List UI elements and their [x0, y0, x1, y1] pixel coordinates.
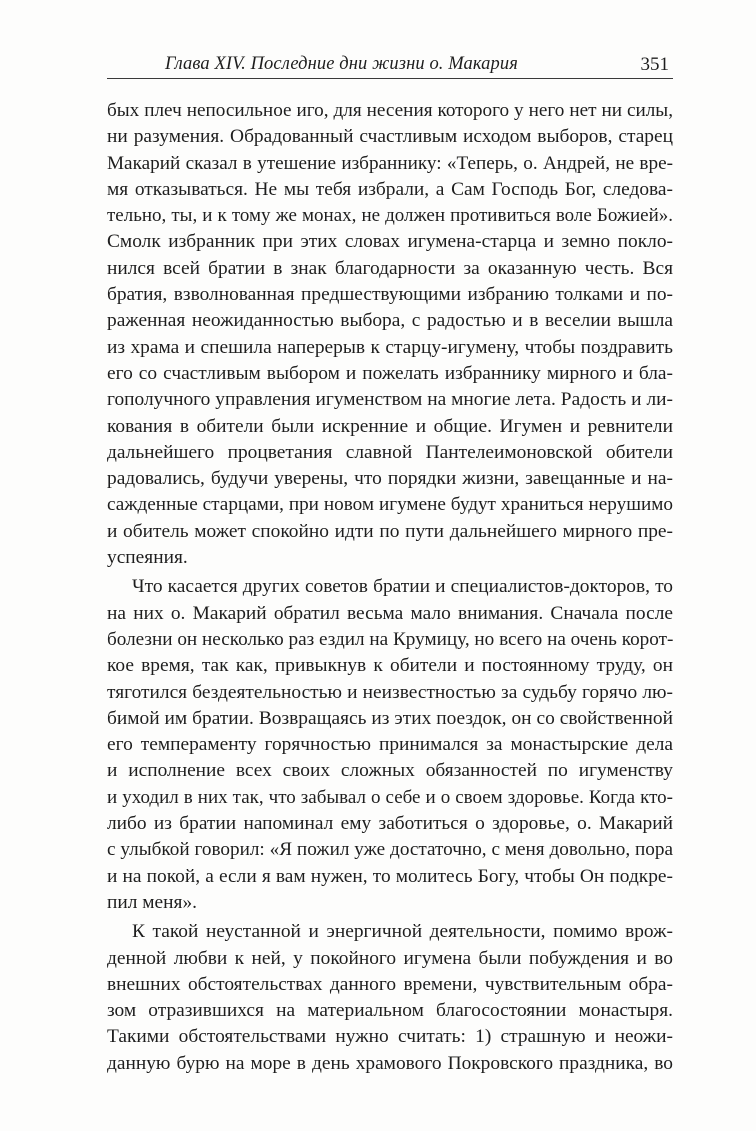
paragraph: [107, 574, 673, 916]
text-line: и уходил в них так, что забывал о себе и о своем здоровье. Когда кто-: [107, 786, 673, 808]
text-line: на них о. Макарий обратил весьма мало внимания. Сначала после: [107, 602, 673, 624]
running-header: [107, 52, 673, 79]
text-line: дальнейшего процветания славной Пантелеимоновской обители: [107, 441, 673, 463]
text-line: Что касается других советов братии и специалистов-докторов, то: [132, 576, 673, 598]
text-line: кое время, так как, привыкнув к обители и постоянному труду, он: [107, 655, 673, 677]
text-line: мя отказываться. Не мы тебя избрали, а Сам Господь Бог, следова-: [107, 178, 673, 200]
text-line: ни разумения. Обрадованный счастливым исходом выборов, старец: [107, 126, 673, 148]
text-line: нился всей братии в знак благодарности за оказанную честь. Вся: [107, 257, 673, 279]
text-line: тяготился бездеятельностью и неизвестностью за судьбу горячо лю-: [107, 681, 673, 703]
text-line: его со счастливым выбором и пожелать избраннику мирного и бла-: [107, 362, 673, 384]
text-line: кования в обители были искренние и общие. Игумен и ревнители: [107, 415, 673, 437]
text-line: его темпераменту горячностью принимался за монастырские дела: [107, 734, 673, 756]
text-line: Макарий сказал в утешение избраннику: «Теперь, о. Андрей, не вре-: [107, 152, 673, 174]
text-line: и обитель может спокойно идти по пути дальнейшего мирного пре-: [107, 520, 673, 542]
text-line: Смолк избранник при этих словах игумена-старца и земно покло-: [107, 231, 673, 253]
text-line: с улыбкой говорил: «Я пожил уже достаточно, с меня довольно, пора: [107, 839, 673, 861]
text-line: пил меня».: [107, 891, 197, 913]
text-line: радовались, будучи уверены, что порядки жизни, завещанные и на-: [107, 468, 673, 490]
text-line: сажденные старцами, при новом игумене будут храниться нерушимо: [107, 494, 673, 516]
text-line: тельно, ты, и к тому же монах, не должен противиться воле Божией».: [107, 205, 673, 227]
text-line: денной любви к ней, у покойного игумена были побуждения и во: [107, 947, 673, 969]
text-line: болезни он несколько раз ездил на Крумицу, но всего на очень корот-: [107, 628, 674, 650]
paragraph: [107, 98, 673, 571]
text-body: [107, 98, 673, 1077]
text-line: зом отразившихся на материальном благосостоянии монастыря.: [107, 1000, 673, 1022]
text-line: братия, взволнованная предшествующими избранию толками и по-: [107, 284, 673, 306]
text-line: раженная неожиданностью выбора, с радостью и в веселии вышла: [107, 310, 673, 332]
text-line: и исполнение всех своих сложных обязанностей по игуменству: [107, 760, 673, 782]
text-line: и на покой, а если я вам нужен, то молитесь Богу, чтобы Он подкре-: [107, 865, 673, 887]
text-line: из храма и спешила наперерыв к старцу-игумену, чтобы поздравить: [107, 336, 673, 358]
text-line: гополучного управления игуменством на многие лета. Радость и ли-: [107, 389, 673, 411]
text-line: К такой неустанной и энергичной деятельности, помимо врож-: [132, 921, 673, 943]
text-line: либо из братии напоминал ему заботиться о здоровье, о. Макарий: [107, 813, 673, 835]
text-line: бимой им братии. Возвращаясь из этих поездок, он со свойственной: [107, 707, 673, 729]
text-line: внешних обстоятельствах данного времени, чувствительным обра-: [107, 973, 673, 995]
page-number: 351: [640, 54, 669, 75]
text-line: Такими обстоятельствами нужно считать: 1) страшную и неожи-: [107, 1026, 673, 1048]
text-line: бых плеч непосильное иго, для несения которого у него нет ни силы,: [107, 100, 673, 121]
text-line: данную бурю на море в день храмового Покровского праздника, во: [107, 1052, 673, 1074]
paragraph: [107, 919, 673, 1077]
text-line: успеяния.: [107, 547, 188, 569]
running-title: Глава XIV. Последние дни жизни о. Макария: [165, 54, 518, 74]
